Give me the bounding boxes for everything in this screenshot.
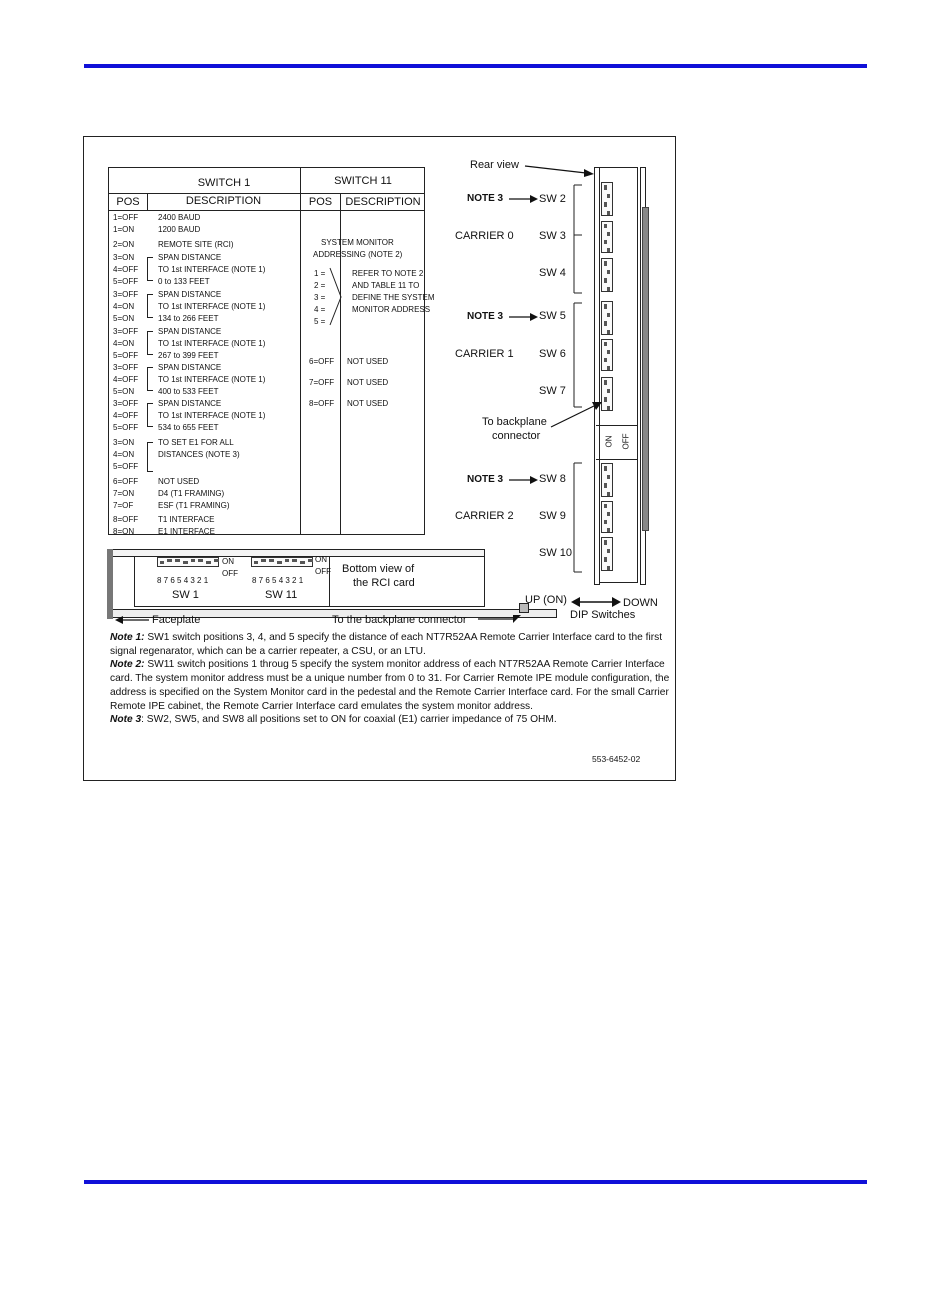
sw11-dip-switch[interactable] xyxy=(251,557,313,567)
dip-rocker xyxy=(254,561,259,564)
sw6-label: SW 6 xyxy=(539,348,566,360)
note3-label-sw5: NOTE 3 xyxy=(467,311,504,322)
note-1: Note 1: SW1 switch positions 3, 4, and 5 specify the distance of each NT7R52AA Remote Carrier Interface card to the first signal regenarator, which can be a carrier repeater, a CSU, or an LTU. xyxy=(110,632,663,657)
addr-desc: MONITOR ADDRESS xyxy=(352,305,431,314)
sw9-label: SW 9 xyxy=(539,510,566,522)
notes xyxy=(110,631,670,727)
group-bracket xyxy=(147,403,153,427)
switch1-desc-header: DESCRIPTION xyxy=(185,195,262,207)
sw11-off-label: OFF xyxy=(315,567,331,576)
switch-tables: SWITCH 1 SWITCH 11 POS DESCRIPTION POS DESCRIPTION 1=OFF 2400 BAUD 1=ON 1200 BAUD 2=ON REMOTE SITE (RCI) 3=ON SPAN DISTANCE 4=OFF TO 1st INTERFACE (NOTE 1) 5=OFF 0 to 133 FEET 3=OFF SPAN DISTANCE 4=ON TO 1st INTERFACE (NOTE 1) 5=ON 134 to 266 FEET 3=OFF SPAN DISTANCE 4=ON TO 1st INTERFACE (NOTE 1) 5=OFF 267 to 399 FEET 3=OFF SPAN DISTANCE 4=OFF TO 1st INTERFACE (NOTE 1) 5=ON 400 to 533 FEET 3=OFF SPAN DISTANCE 4=OFF TO 1st INTERFACE (NOTE 1) 5=OFF 534 to 655 FEET 3=ON TO SET E1 FOR ALL 4=ON DISTANCES (NOTE 3) 5=OFF 6=OFF NOT USED 7=ON D4 (T1 FRAMING) 7=OF ESF (T1 FRAMING) 8=OFF T1 INTERFACE 8=ON E1 INTERFACE SYSTEM MONITOR ADDRESSING (NOTE 2) 1 = 2 = 3 = 4 = 5 = REFER TO NOTE 2 AND TABLE 11 TO DEFINE THE SYSTEM MONITOR ADDRESS 6=OFF NOT USED 7=OFF NOT USED 8=OFF NOT USED xyxy=(108,167,425,535)
down-label: DOWN xyxy=(623,597,658,609)
dip-rocker xyxy=(167,559,172,562)
note3-arrow-icon xyxy=(508,475,540,485)
sw1-dip-switch[interactable] xyxy=(157,557,219,567)
note3-label-sw8: NOTE 3 xyxy=(467,474,504,485)
switch1-pos-header: POS xyxy=(116,196,140,208)
table-row: 7=OFF NOT USED xyxy=(309,378,389,387)
dip-rocker xyxy=(198,559,203,562)
addr-desc: REFER TO NOTE 2 xyxy=(352,269,424,278)
group-bracket xyxy=(147,331,153,355)
group-bracket xyxy=(147,294,153,318)
backplane-arrow-icon xyxy=(477,613,523,625)
group-bracket xyxy=(147,442,153,472)
addr-pos: 4 = xyxy=(314,305,326,314)
dip-rocker xyxy=(261,559,266,562)
monitor-line-1: SYSTEM MONITOR xyxy=(321,238,394,247)
to-backplane-line-1: To backplane xyxy=(482,416,547,428)
faceplate-label: Faceplate xyxy=(152,614,201,626)
dip-rocker xyxy=(206,561,211,564)
addr-desc: AND TABLE 11 TO xyxy=(352,281,420,290)
dip-switches-label: DIP Switches xyxy=(570,609,636,621)
sw8-label: SW 8 xyxy=(539,473,566,485)
sw1-off-label: OFF xyxy=(222,569,238,578)
sw11-label: SW 11 xyxy=(265,589,298,601)
t1-e1-markers xyxy=(578,181,642,573)
note-3: Note 3: SW2, SW5, and SW8 all positions set to ON for coaxial (E1) carrier impedance of 75 OHM. xyxy=(110,714,557,726)
addr-pos: 5 = xyxy=(314,317,326,326)
to-backplane-label: To the backplane connector xyxy=(332,614,467,626)
switch11-pos-header: POS xyxy=(308,196,333,208)
carrier1-label: CARRIER 1 xyxy=(455,348,514,360)
dip-rocker xyxy=(292,559,297,562)
up-on-label: UP (ON) xyxy=(525,594,567,606)
sw11-position-numbers: 8 7 6 5 4 3 2 1 xyxy=(252,576,304,585)
panel-off-label: OFF xyxy=(621,433,631,450)
figure-id: 553-6452-02 xyxy=(592,754,641,764)
dip-rocker xyxy=(269,559,274,562)
note3-arrow-icon xyxy=(508,312,540,322)
rear-view-arrow-icon xyxy=(524,163,596,177)
sw7-label: SW 7 xyxy=(539,385,566,397)
switch11-desc-header: DESCRIPTION xyxy=(345,196,421,208)
switch1-title: SWITCH 1 xyxy=(197,177,251,189)
sw2-label: SW 2 xyxy=(539,193,566,205)
carrier0-label: CARRIER 0 xyxy=(455,230,514,242)
dip-rocker xyxy=(191,559,196,562)
up-down-arrow-icon xyxy=(570,596,622,608)
note3-label-sw2: NOTE 3 xyxy=(467,193,504,204)
addr-pos: 1 = xyxy=(314,269,326,278)
rear-view-label: Rear view xyxy=(470,159,519,171)
sw3-label: SW 3 xyxy=(539,230,566,242)
addr-pos: 2 = xyxy=(314,281,326,290)
addr-desc: DEFINE THE SYSTEM xyxy=(352,293,435,302)
dip-rocker xyxy=(160,561,165,564)
dip-rocker xyxy=(285,559,290,562)
dip-rocker xyxy=(214,559,219,562)
table-row: 8=OFF NOT USED xyxy=(309,399,389,408)
dip-rocker xyxy=(175,559,180,562)
note-2: Note 2: SW11 switch positions 1 throug 5 specify the system monitor address of each NT7R52AA Remote Carrier Interface card. The system monitor address must be a unique number from 0 to 31. For Carrier Remote IPE module configuration, the address is specified on the System Monitor card in the pedestal and the Remote Carrier Interface card. For the small Carrier Remote IPE cabinet, the Remote Carrier Interface card emulates the system monitor address. xyxy=(110,659,670,712)
figure-frame xyxy=(83,136,676,781)
addr-brace xyxy=(329,267,343,327)
sw11-on-label: ON xyxy=(315,555,327,564)
bottom-rule xyxy=(84,1180,867,1184)
sw5-label: SW 5 xyxy=(539,310,566,322)
sw1-label: SW 1 xyxy=(172,589,199,601)
dip-rocker xyxy=(183,561,188,564)
to-backplane-line-2: connector xyxy=(492,430,541,442)
panel-on-label: ON xyxy=(604,435,614,448)
sw1-on-label: ON xyxy=(222,557,234,566)
to-backplane-arrow-icon xyxy=(550,399,604,431)
sw4-label: SW 4 xyxy=(539,267,566,279)
top-rule xyxy=(84,64,867,68)
faceplate-arrow-icon xyxy=(114,615,150,625)
bottom-view-line-1: Bottom view of xyxy=(342,563,415,575)
monitor-line-2: ADDRESSING (NOTE 2) xyxy=(313,250,403,259)
sw10-label: SW 10 xyxy=(539,547,573,559)
bottom-view-line-2: the RCI card xyxy=(353,577,415,589)
carrier2-label: CARRIER 2 xyxy=(455,510,514,522)
dip-rocker xyxy=(308,559,313,562)
group-bracket xyxy=(147,257,153,281)
table-row: 6=OFF NOT USED xyxy=(309,357,389,366)
dip-rocker xyxy=(277,561,282,564)
addr-pos: 3 = xyxy=(314,293,326,302)
note3-arrow-icon xyxy=(508,194,540,204)
switch11-title: SWITCH 11 xyxy=(334,175,392,187)
sw1-position-numbers: 8 7 6 5 4 3 2 1 xyxy=(157,576,209,585)
dip-rocker xyxy=(300,561,305,564)
group-bracket xyxy=(147,367,153,391)
